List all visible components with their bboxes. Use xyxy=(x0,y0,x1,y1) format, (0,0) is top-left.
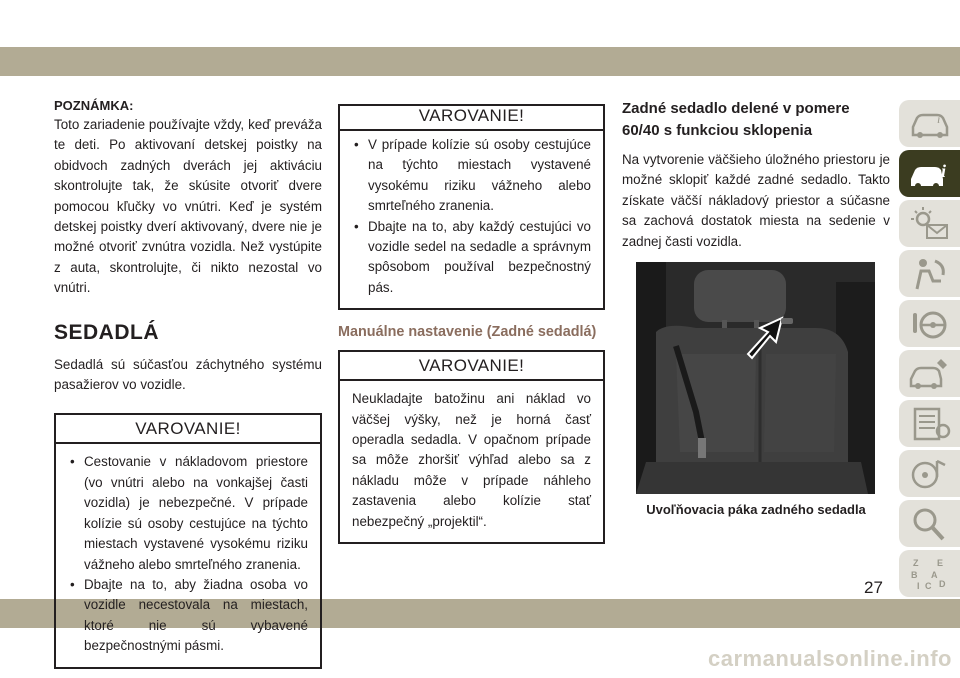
left-column xyxy=(54,98,322,669)
safety-airbag-icon xyxy=(907,255,953,293)
subheading-manual-adjust: Manuálne nastavenie (Zadné sedadlá) xyxy=(338,324,597,341)
warning-item: • Dbajte na to, aby každý cestujúci vo vozidle sedel na sedadle a správnym spôsobom používal bezpečnostný pás. xyxy=(352,217,591,299)
tab-starting-operating[interactable] xyxy=(899,300,960,347)
car-seat-info-icon xyxy=(907,155,953,193)
rear-seat-photo xyxy=(636,262,875,494)
tab-seats-active[interactable] xyxy=(899,150,960,197)
warning-title: VAROVANIE! xyxy=(340,352,603,381)
section-text: Sedadlá sú súčasťou záchytného systému pasažierov vo vozidle. xyxy=(54,356,322,393)
tab-warning-lights[interactable] xyxy=(899,200,960,247)
rear-seat-heading: Zadné sedadlo delené v pomere 60/40 s funkciou sklopenia xyxy=(622,100,850,139)
tab-service[interactable] xyxy=(899,350,960,397)
tab-maintenance[interactable] xyxy=(899,400,960,447)
rear-seat-text: Na vytvorenie väčšieho úložného priestoru je možné sklopiť každé zadné sedadlo. Takto získate väčší nákladový priestor a súčasne sa zachová dostatok miesta na sedenie v zadnej časti vozidla. xyxy=(622,152,890,249)
tab-multimedia[interactable] xyxy=(899,450,960,497)
svg-text:i: i xyxy=(940,160,946,181)
multimedia-icon xyxy=(907,455,953,493)
maintenance-checklist-icon xyxy=(907,405,953,443)
svg-text:E: E xyxy=(936,557,943,568)
right-column xyxy=(622,98,890,517)
note-text: Toto zariadenie používajte vždy, keď preváža te deti. Po aktivovaní detskej poistky na obidvoch zadných dverách jej aktiváciu skontrolujte tak, že skúsite otvoriť dvere pomocou kľučky vo vnútri. Keď je systém detskej poistky dverí aktivovaný, dvere nie je možné otvoriť zvnútra vozidla. Než vystúpite z auta, skontrolujte, či nikto nezostal vo vnútri. xyxy=(54,117,322,296)
page-number: 27 xyxy=(864,578,883,597)
svg-text:B: B xyxy=(910,569,917,580)
watermark: carmanualsonline.info xyxy=(708,646,952,671)
warning-box xyxy=(54,413,322,668)
tab-index-search[interactable] xyxy=(899,500,960,547)
tab-car-info[interactable] xyxy=(899,100,960,147)
warning-item: • V prípade kolízie sú osoby cestujúce na týchto miestach vystavené vysokému riziku vážneho alebo smrteľného zranenia. xyxy=(352,135,591,217)
section-title: SEDADLÁ xyxy=(54,320,160,344)
tab-languages[interactable] xyxy=(899,550,960,597)
warning-lights-icon xyxy=(907,205,953,243)
warning-box-luggage xyxy=(338,350,605,544)
language-index-icon xyxy=(907,555,953,593)
note-heading: POZNÁMKA: xyxy=(54,98,134,113)
svg-text:i: i xyxy=(936,111,940,126)
warning-title: VAROVANIE! xyxy=(56,415,320,444)
chapter-tabs xyxy=(899,100,960,600)
tab-safety[interactable] xyxy=(899,250,960,297)
car-info-icon xyxy=(907,105,953,143)
svg-text:Z: Z xyxy=(912,557,918,568)
warning-item: • Dbajte na to, aby žiadna osoba vo vozidle necestovala na miestach, ktoré nie sú vybavené bezpečnostnými pásmi. xyxy=(68,575,308,657)
car-service-icon xyxy=(907,355,953,393)
svg-text:A: A xyxy=(930,569,937,580)
rear-seat-illustration xyxy=(636,262,875,494)
warning-text: Neukladajte batožinu ani náklad vo väčšej výšky, než je horná časť operadla sedadla. V opačnom prípade sa môže zhoršiť výhľad alebo sa z nákladu môže v prípade náhleho zastavenia alebo kolízie stať nebezpečný „projektil“. xyxy=(352,391,591,529)
search-index-icon xyxy=(907,505,953,543)
middle-column xyxy=(338,98,605,544)
svg-text:I: I xyxy=(916,580,920,591)
svg-text:C: C xyxy=(924,580,931,591)
warning-item: • Cestovanie v nákladovom priestore (vo vnútri alebo na vonkajšej časti vozidla) je nebezpečné. V prípade kolízie sú osoby cestujúce na týchto miestach vystavené vysokému riziku vážneho alebo smrteľného zranenia. xyxy=(68,452,308,574)
top-band xyxy=(0,47,960,76)
warning-box-continued xyxy=(338,104,605,310)
steering-wheel-icon xyxy=(907,305,953,343)
svg-text:D: D xyxy=(938,578,945,589)
photo-caption: Uvoľňovacia páka zadného sedadla xyxy=(646,502,866,518)
warning-title: VAROVANIE! xyxy=(340,102,603,131)
